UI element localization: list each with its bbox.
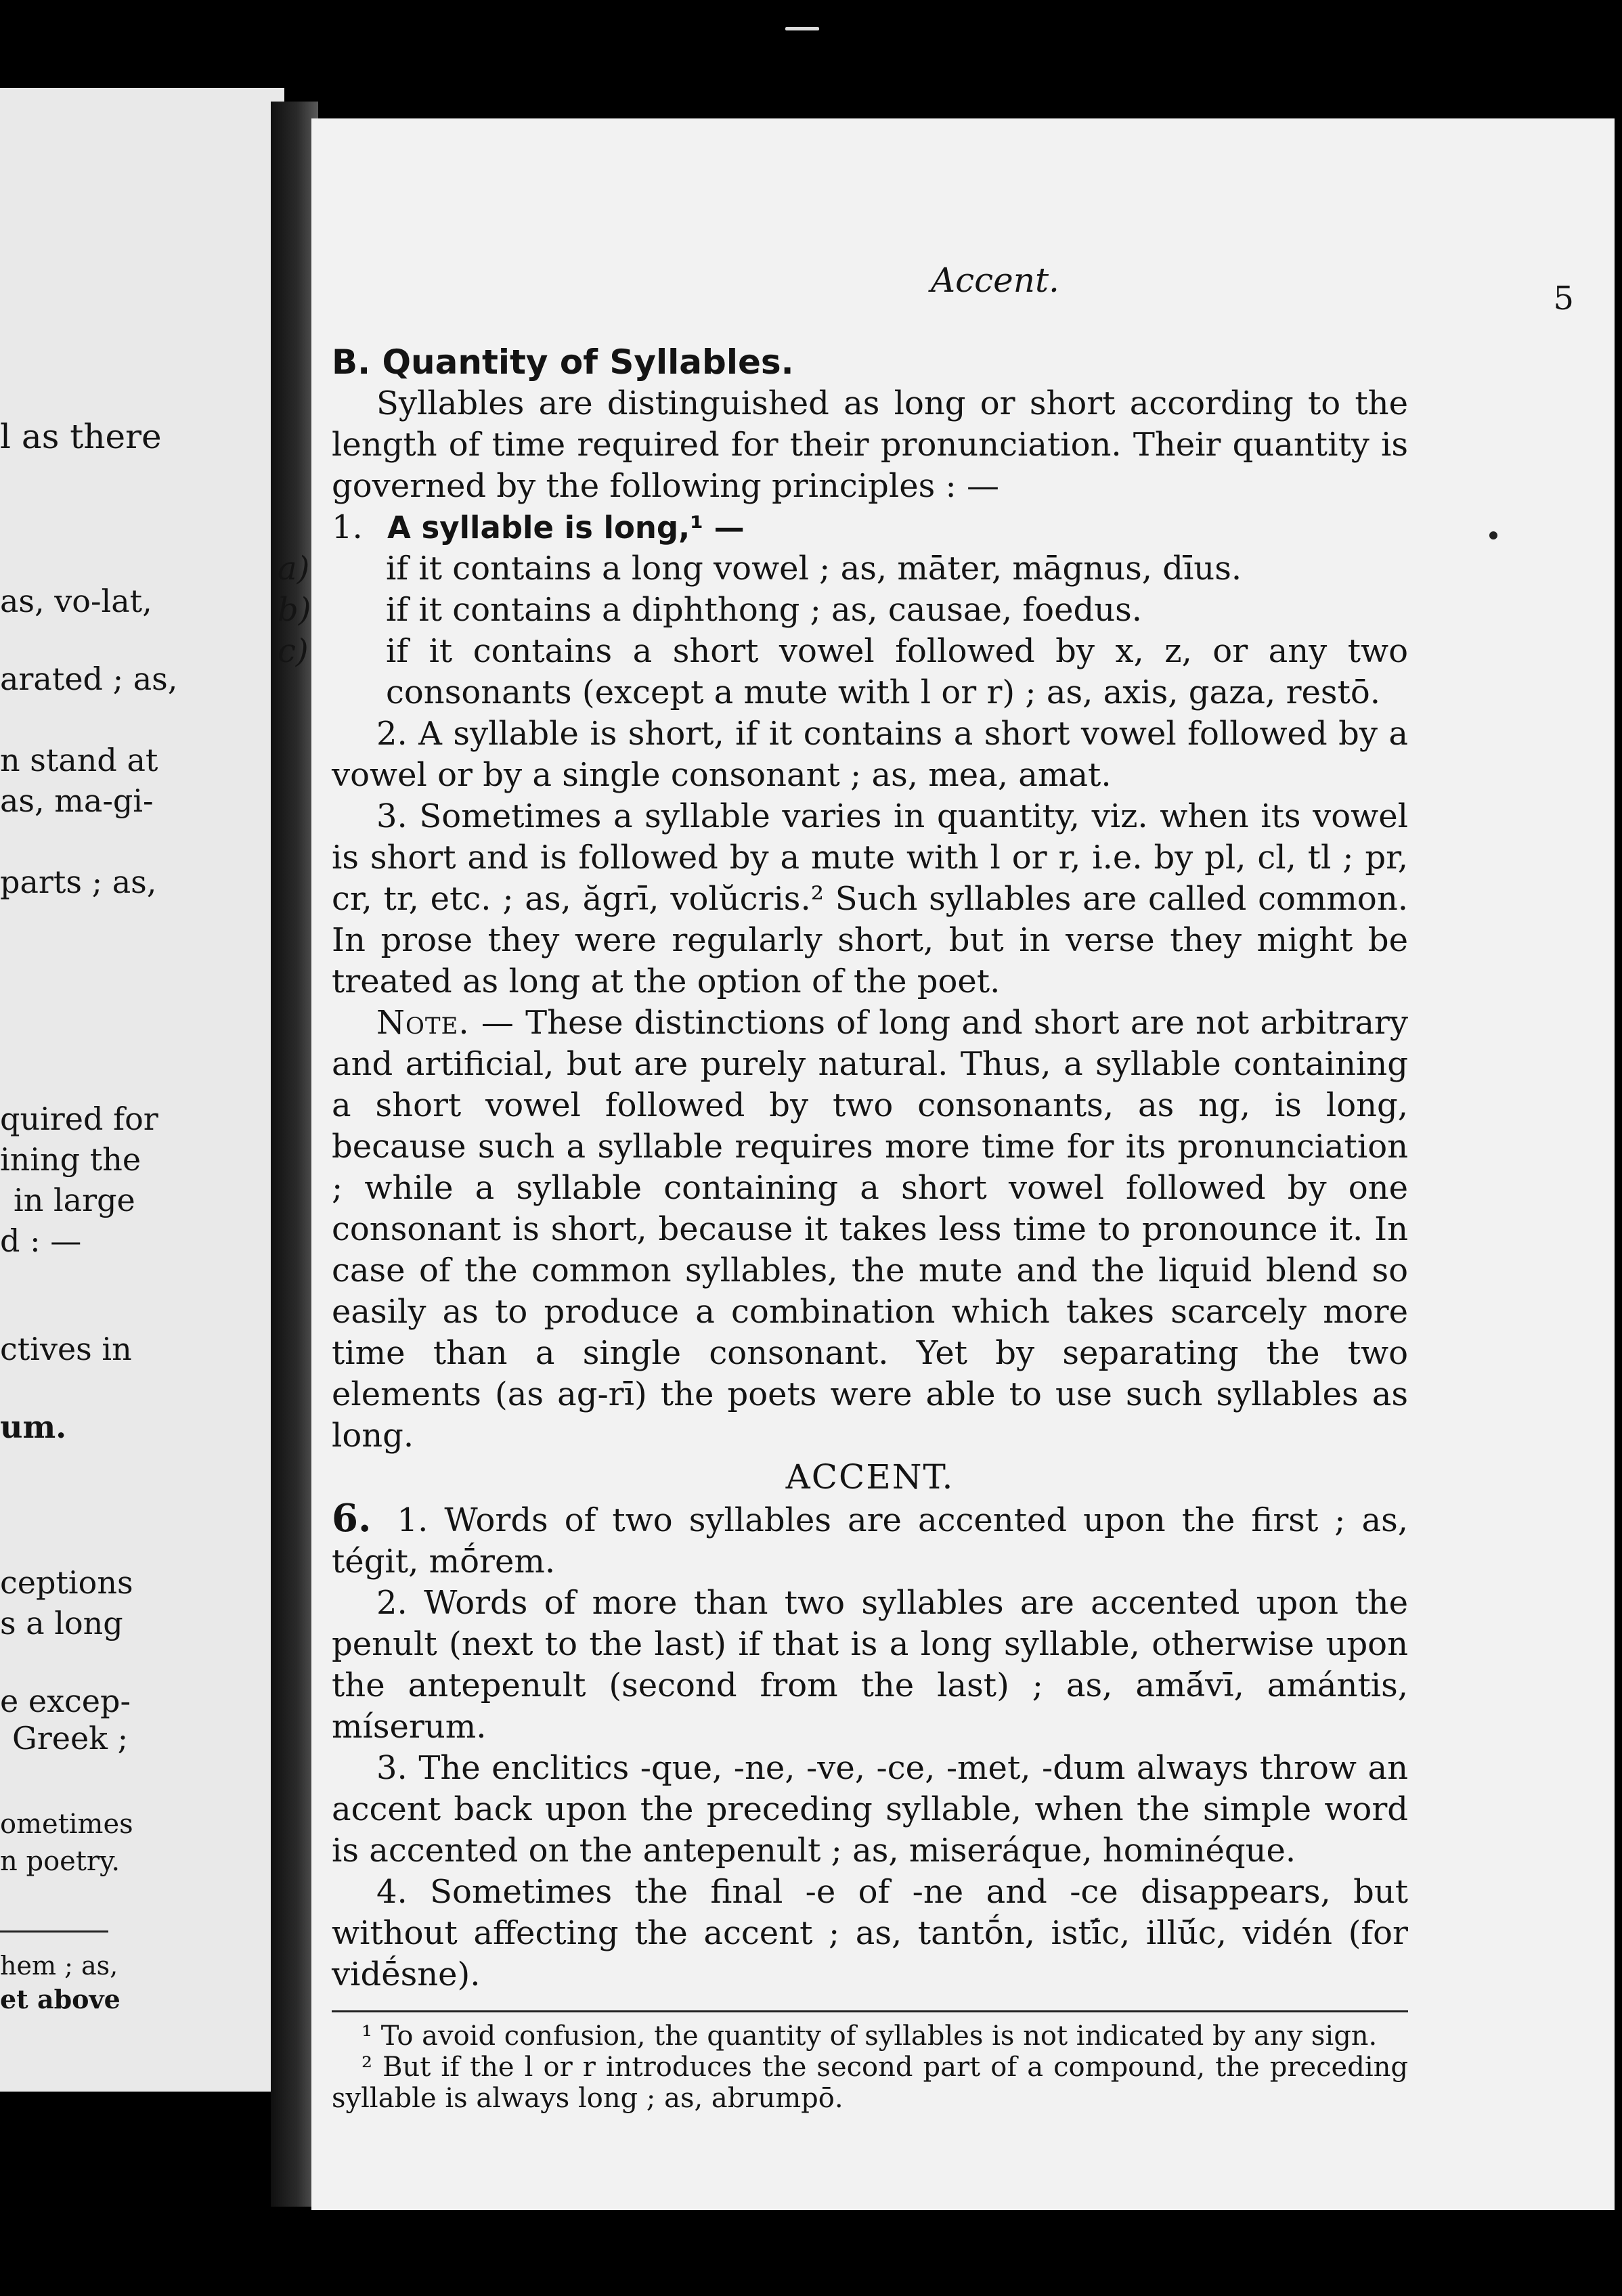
note-paragraph	[332, 1002, 1408, 1457]
rule-text: Words of more than two syllables are accented upon the penult (next to the last) if that is a long syllable, otherwise upon the antepenult (second from the last) ; as, amā́vī, amántis, míserum.	[332, 1584, 1408, 1746]
item-text: if it contains a long vowel ; as, māter, māgnus, dīus.	[386, 550, 1242, 588]
rule-text: Sometimes the final -e of -ne and -ce disappears, but without affecting the accent ; as, tantṓn, istī́c, illū́c, vidén (for vidḗsne).	[332, 1873, 1409, 1993]
rule-text: The enclitics -que, -ne, -ve, -ce, -met, -dum always throw an accent back upon the preceding syllable, when the simple word is accented on the antepenult ; as, miseráque, hominéque.	[332, 1749, 1408, 1870]
rule-label: 2.	[376, 715, 408, 753]
item-label: a)	[278, 550, 310, 588]
left-page-line: e excep-	[0, 1683, 131, 1719]
accent-rule-4	[332, 1872, 1408, 1995]
left-page-line: ining the	[0, 1141, 141, 1178]
left-page-line: hem ; as,	[0, 1951, 118, 1981]
page-number: 5	[1553, 280, 1574, 317]
accent-rule-1	[332, 1498, 1408, 1583]
left-page-line: quired for	[0, 1101, 158, 1137]
footnote-2: ² But if the l or r introduces the second part of a compound, the preceding syllable is always long ; as, abrumpō.	[332, 2052, 1408, 2114]
left-page-line: um.	[0, 1409, 67, 1445]
accent-rule-3	[332, 1748, 1408, 1872]
page-body	[278, 342, 1409, 2114]
intro-paragraph: Syllables are distinguished as long or short according to the length of time required for their pronunciation. Their quantity is governed by the following principles : —	[332, 384, 1408, 505]
left-page-line: ctives in	[0, 1331, 132, 1367]
rule-2	[332, 713, 1408, 796]
left-page-line: l as there	[0, 417, 162, 456]
left-page-fragment	[0, 88, 284, 2092]
left-page-line: as, ma-gi-	[0, 782, 154, 819]
left-page-line: d : —	[0, 1222, 82, 1259]
rule-3	[332, 796, 1408, 1002]
left-page-line: n stand at	[0, 742, 158, 778]
item-text: if it contains a short vowel followed by x, z, or any two consonants (except a mute with l or r) ; as, axis, gaza, restō.	[386, 632, 1408, 711]
item-label: b)	[278, 591, 311, 629]
rule-label: 4.	[376, 1873, 408, 1911]
rule-text: A syllable is long,¹ —	[387, 510, 745, 546]
accent-section-title: ACCENT.	[785, 1457, 955, 1497]
item-text: if it contains a diphthong ; as, causae, foedus.	[386, 591, 1143, 629]
rule-1-item-a	[278, 548, 1408, 590]
right-page	[278, 118, 1615, 2210]
rule-1-item-b	[278, 590, 1408, 631]
left-page-line: ometimes	[0, 1809, 133, 1840]
rule-1-item-c	[278, 631, 1408, 713]
left-page-line: ceptions	[0, 1564, 133, 1601]
paragraph-number: 6.	[332, 1496, 372, 1541]
rule-label: 2.	[376, 1584, 408, 1622]
section-heading: B. Quantity of Syllables.	[332, 343, 794, 382]
rule-label: 3.	[376, 1749, 408, 1787]
rule-text: A syllable is short, if it contains a short vowel followed by a vowel or by a single consonant ; as, mea, amat.	[332, 715, 1409, 794]
ink-speck	[1489, 531, 1497, 539]
scan-artifact	[785, 27, 819, 30]
left-page-line: s a long	[0, 1605, 123, 1641]
note-text: These distinctions of long and short are not arbitrary and artificial, but are purely natural. Thus, a syllable containing a short vowel followed by two consonants, as ng, is long, because such a syllable requires more time for its pronunciation ; while a syllable containing a short vowel followed by one consonant is short, because it takes less time to pronounce it. In case of the common syllables, the mute and the liquid blend so easily as to produce a combination which takes scarcely more time than a single consonant. Yet by separating the two elements (as ag-rī) the poets were able to use such syllables as long.	[332, 1004, 1408, 1455]
footnote-rule	[0, 1930, 108, 1933]
rule-text: Sometimes a syllable varies in quantity, viz. when its vowel is short and is followed by a mute with l or r, i.e. by pl, cl, tl ; pr, cr, tr, etc. ; as, ăgrī, volŭcris.² Such syllables are called common. In prose they were regularly short, but in verse they might be treated as long at the option of the poet.	[332, 797, 1408, 1000]
left-page-line: in large	[14, 1182, 135, 1218]
left-page-line: parts ; as,	[0, 864, 157, 900]
accent-rule-2	[332, 1583, 1408, 1748]
note-label: Note. —	[376, 1004, 514, 1042]
left-page-line: n poetry.	[0, 1846, 120, 1877]
left-page-line: et above	[0, 1984, 120, 2014]
left-page-line: arated ; as,	[0, 661, 178, 697]
rule-label: 1.	[332, 508, 363, 546]
rule-1	[332, 507, 1408, 548]
left-page-line: as, vo-lat,	[0, 583, 152, 619]
left-page-line: Greek ;	[12, 1720, 129, 1757]
item-label: c)	[278, 632, 309, 670]
footnote-1: ¹ To avoid confusion, the quantity of syllables is not indicated by any sign.	[361, 2021, 1378, 2052]
rule-label: 1.	[397, 1501, 429, 1539]
running-title: Accent.	[931, 261, 1059, 300]
rule-label: 3.	[376, 797, 408, 835]
rule-text: Words of two syllables are accented upon the first ; as, tégit, mṓrem.	[332, 1501, 1409, 1581]
footnote-separator	[332, 2010, 1408, 2012]
